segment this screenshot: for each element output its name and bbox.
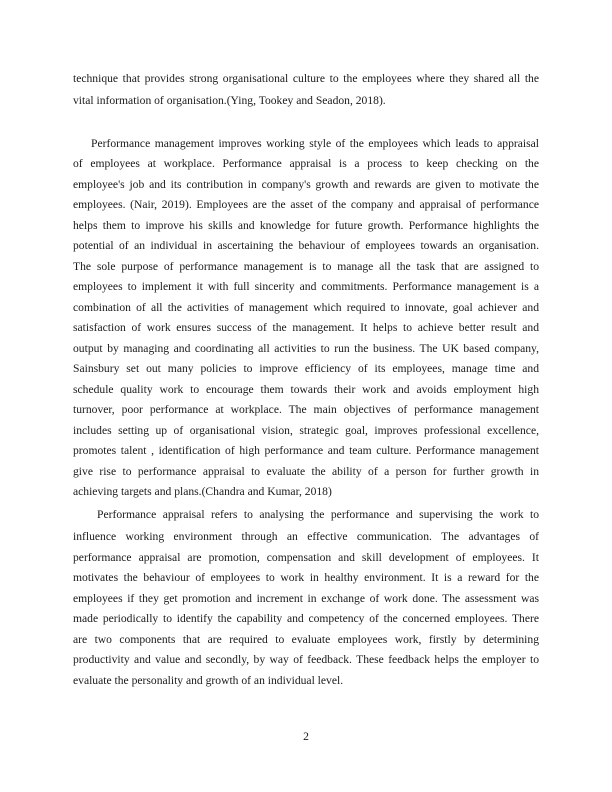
- text-line: combination of all the activities of management which required to innovate, goal achiever and: [73, 301, 539, 314]
- text-line: helps them to improve his skills and knowledge for future growth. Performance highlights the: [73, 219, 539, 232]
- text-line: employees to implement it with full sincerity and commitments. Performance management is a: [73, 280, 539, 293]
- text-line: achieving targets and plans.(Chandra and Kumar, 2018): [73, 485, 332, 498]
- text-line: vital information of organisation.(Ying, Tookey and Seadon, 2018).: [73, 94, 386, 107]
- text-line: Performance appraisal refers to analysing the performance and supervising the work to: [97, 508, 539, 521]
- text-line: promotes talent , identification of high performance and team culture. Performance management: [73, 444, 539, 457]
- text-line: satisfaction of work ensures success of the management. It helps to achieve better result and: [73, 321, 539, 334]
- text-line: motivates the behaviour of employees to work in healthy environment. It is a reward for the: [73, 571, 539, 584]
- text-line: performance appraisal are promotion, compensation and skill development of employees. It: [73, 551, 539, 564]
- text-line: are two components that are required to evaluate employees work, firstly by determining: [73, 633, 539, 646]
- text-line: employees if they get promotion and increment in exchange of work done. The assessment was: [73, 592, 539, 605]
- text-line: of employees at workplace. Performance appraisal is a process to keep checking on the: [73, 157, 539, 170]
- text-line: schedule quality work to encourage them towards their work and avoids employment high: [73, 383, 539, 396]
- text-line: Performance management improves working style of the employees which leads to appraisal: [91, 137, 539, 150]
- text-line: The sole purpose of performance management is to manage all the task that are assigned to: [73, 260, 539, 273]
- page-number: 2: [303, 730, 309, 743]
- text-line: productivity and value and secondly, by way of feedback. These feedback helps the employer to: [73, 653, 539, 666]
- text-line: includes setting up of organisational vision, strategic goal, improves professional excellence,: [73, 424, 539, 437]
- text-line: employee's job and its contribution in company's growth and rewards are given to motivate the: [73, 178, 539, 191]
- text-line: made periodically to identify the capability and competency of the concerned employees. There: [73, 612, 539, 625]
- text-line: technique that provides strong organisational culture to the employees where they shared all the: [73, 72, 539, 85]
- text-line: potential of an individual in ascertaining the behaviour of employees towards an organisation.: [73, 239, 539, 252]
- text-line: Sainsbury set out many policies to improve efficiency of its employees, manage time and: [73, 362, 539, 375]
- text-line: evaluate the personality and growth of an individual level.: [73, 674, 344, 687]
- text-line: output by managing and coordinating all activities to run the business. The UK based company,: [73, 342, 539, 355]
- text-line: employees. (Nair, 2019). Employees are the asset of the company and appraisal of performance: [73, 198, 539, 211]
- text-line: influence working environment through an effective communication. The advantages of: [73, 530, 539, 543]
- text-line: turnover, poor performance at workplace. The main objectives of performance management: [73, 403, 539, 416]
- text-line: give rise to performance appraisal to evaluate the ability of a person for further growth in: [73, 465, 539, 478]
